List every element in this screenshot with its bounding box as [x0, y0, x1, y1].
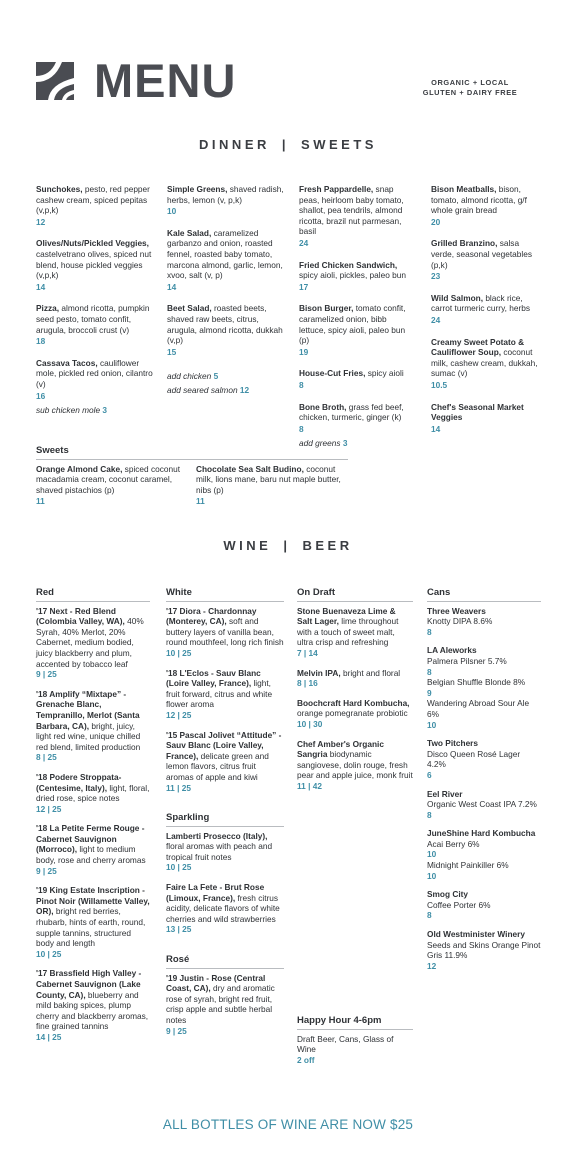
- item-price: 18: [36, 336, 46, 347]
- item-name: Bison Burger,: [299, 303, 354, 314]
- dinner-column-4: [431, 184, 543, 445]
- menu-item: [299, 303, 415, 357]
- wine-desc: blueberry and mild baking spices, plump cherry and blackberry aromas, fine grained tannins: [36, 989, 149, 1032]
- wine-item: [166, 668, 284, 721]
- cans-column: [427, 588, 541, 979]
- menu-item: [431, 184, 543, 227]
- wine-name: '18 La Petite Ferme Rouge - Cabernet Sauvignon (Morroco),: [36, 823, 145, 855]
- menu-item: [36, 303, 160, 346]
- drink-section-heading: [0, 538, 576, 553]
- tagline: [408, 78, 532, 98]
- addon-price: 3: [102, 405, 108, 416]
- can-group: [427, 929, 541, 971]
- sparkling-heading: Sparkling: [166, 813, 284, 827]
- item-name: Sunchokes,: [36, 184, 83, 194]
- beer-price: 8: [427, 626, 432, 637]
- item-price: 19: [299, 346, 309, 357]
- section-divider: |: [283, 538, 291, 553]
- menu-item: [431, 337, 543, 391]
- wine-price: 9 | 25: [36, 669, 57, 680]
- can-group: [427, 789, 541, 821]
- wine-item: [166, 973, 284, 1037]
- brewery-name: Smog City: [427, 889, 469, 900]
- item-desc: snap peas, heirloom baby tomato, shallot, pea tendrils, almond ricotta, brazil nut parmesan, basil: [299, 184, 404, 237]
- wine-price: 10 | 25: [166, 647, 192, 658]
- rose-heading: Rosé: [166, 955, 284, 969]
- draft-item: [297, 668, 413, 689]
- wine-desc: fresh citrus acidity, delicate flavors of white cherries and wild strawberries: [166, 892, 280, 924]
- item-desc: spicy aioli: [365, 368, 404, 379]
- beer-heading: BEER: [302, 538, 353, 553]
- draft-name: Chef Amber's Organic Sangria: [297, 738, 384, 760]
- wine-desc: light to medium body, rose and cherry aromas: [36, 844, 146, 866]
- beer-line: Acai Berry 6%: [427, 838, 480, 849]
- item-price: 15: [167, 346, 177, 357]
- beer-price: 8: [427, 666, 432, 677]
- addon-price: 3: [342, 438, 348, 449]
- draft-name: Stone Buenaveza Lime & Salt Lager,: [297, 605, 396, 627]
- item-name: Pizza,: [36, 303, 60, 314]
- wine-desc: light, fruit forward, citrus and white flower aroma: [166, 678, 273, 710]
- item-desc: cauliflower mole, pickled red onion, cilantro (v): [36, 357, 153, 389]
- item-name: Chocolate Sea Salt Budino,: [196, 463, 304, 474]
- wine-desc: soft and buttery layers of vanilla bean, round mouthfeel, long rich finish: [166, 616, 284, 648]
- menu-item: [299, 402, 415, 435]
- wine-name: Lamberti Prosecco (Italy),: [166, 830, 268, 841]
- wine-price: 8 | 25: [36, 752, 57, 763]
- wine-price: 10 | 25: [166, 862, 192, 873]
- red-heading: Red: [36, 588, 150, 602]
- beer-line: Wandering Abroad Sour Ale 6%: [427, 698, 530, 719]
- beer-line: Organic West Coast IPA 7.2%: [427, 799, 537, 810]
- draft-item: [297, 739, 413, 792]
- brewery-name: Two Pitchers: [427, 738, 479, 749]
- item-name: Bison Meatballs,: [431, 184, 497, 194]
- wine-price: 12 | 25: [166, 709, 192, 720]
- wine-item: [36, 606, 150, 680]
- page-title: MENU: [94, 54, 237, 107]
- wine-name: '18 Podere Stroppata- (Centesime, Italy),: [36, 771, 122, 793]
- beer-price: 8: [427, 910, 432, 921]
- item-desc: caramelized garbanzo and onion, roasted fennel, roasted baby tomato, marcona almond, garlic, lemon, xvoo, salt (v, p): [167, 227, 283, 281]
- sweet-item: [36, 464, 186, 507]
- item-desc: castelvetrano olives, spiced nut blend, house pickled veggies (v,p,k): [36, 248, 152, 281]
- menu-item: [299, 184, 415, 249]
- wine-name: '19 King Estate Inscription - Pinot Noir (Willamette Valley, OR),: [36, 885, 150, 917]
- item-name: Chef's Seasonal Market Veggies: [431, 401, 524, 423]
- addon-text: add greens: [299, 438, 341, 449]
- item-desc: black rice, carrot turmeric curry, herbs: [431, 292, 530, 314]
- wine-price: 14 | 25: [36, 1031, 62, 1042]
- dinner-heading: DINNER: [199, 137, 270, 152]
- beer-line: Coffee Porter 6%: [427, 899, 491, 910]
- addon-option: [167, 385, 285, 396]
- wine-desc: 40% Syrah, 40% Merlot, 20% Cabernet, medium bodied, juicy blackberry and plum, accented by tobacco leaf: [36, 616, 144, 669]
- happy-hour-price: 2 off: [297, 1054, 315, 1065]
- item-price: 11: [36, 496, 45, 507]
- menu-item: [299, 368, 415, 390]
- wine-name: '17 Diora - Chardonnay (Monterey, CA),: [166, 605, 257, 627]
- item-name: Bone Broth,: [299, 401, 347, 412]
- brewery-name: LA Aleworks: [427, 645, 477, 656]
- item-name: Simple Greens,: [167, 184, 228, 194]
- item-name: Creamy Sweet Potato & Cauliflower Soup,: [431, 336, 525, 358]
- item-name: Orange Almond Cake,: [36, 463, 123, 474]
- dinner-column-1: [36, 184, 160, 419]
- menu-item: [167, 228, 285, 293]
- item-price: 11: [196, 496, 205, 507]
- wine-price: 9 | 25: [166, 1025, 187, 1036]
- menu-item: [167, 184, 285, 217]
- wine-item: [166, 730, 284, 794]
- item-price: 24: [431, 314, 441, 325]
- wine-item: [166, 831, 284, 873]
- brewery-name: JuneShine Hard Kombucha: [427, 828, 536, 839]
- item-name: Beet Salad,: [167, 303, 212, 314]
- item-name: Wild Salmon,: [431, 292, 484, 303]
- wine-item: [36, 968, 150, 1042]
- wine-price: 12 | 25: [36, 803, 62, 814]
- addon-text: add chicken: [167, 371, 212, 382]
- bottle-promo-footer: ALL BOTTLES OF WINE ARE NOW $25: [162, 1117, 414, 1132]
- wine-heading: WINE: [223, 538, 272, 553]
- menu-item: [36, 358, 160, 401]
- item-price: 8: [299, 379, 304, 390]
- happy-hour-text: Draft Beer, Cans, Glass of Wine: [297, 1033, 394, 1055]
- wine-name: '17 Next - Red Blend (Colombia Valley, WA),: [36, 605, 125, 627]
- white-wine-column: [166, 588, 284, 1045]
- item-price: 10: [167, 206, 177, 217]
- cans-heading: Cans: [427, 588, 541, 602]
- happy-hour-item: [297, 1034, 413, 1066]
- item-price: 14: [431, 423, 441, 434]
- beer-line: Midnight Painkiller 6%: [427, 860, 509, 871]
- beer-line: Belgian Shuffle Blonde 8%: [427, 677, 526, 688]
- dinner-column-2: [167, 184, 285, 399]
- wine-item: [166, 606, 284, 659]
- beer-price: 12: [427, 960, 437, 971]
- menu-item: [431, 293, 543, 326]
- wine-item: [166, 882, 284, 935]
- beer-price: 9: [427, 687, 432, 698]
- item-price: 16: [36, 390, 46, 401]
- menu-item: [431, 238, 543, 281]
- item-desc: grass fed beef, chicken, turmeric, ginger (k): [299, 401, 404, 423]
- addon-price: 5: [213, 371, 219, 382]
- addon-text: sub chicken mole: [36, 405, 101, 416]
- item-price: 23: [431, 271, 441, 282]
- wine-price: 11 | 25: [166, 782, 191, 793]
- wine-name: '15 Pascal Jolivet “Attitude” - Sauv Blanc (Loire Valley, France),: [166, 729, 282, 761]
- wine-desc: light, floral, dried rose, spice notes: [36, 782, 150, 804]
- item-price: 17: [299, 281, 309, 292]
- brand-logo-icon: [36, 62, 74, 100]
- item-desc: tomato confit, caramelized onion, bibb lettuce, spicy aioli, paleo bun (p): [299, 303, 406, 346]
- draft-price: 11 | 42: [297, 780, 322, 791]
- wine-desc: delicate green and lemon flavors, citrus fruit aromas of apple and kiwi: [166, 750, 269, 782]
- wine-item: [36, 885, 150, 959]
- item-price: 20: [431, 216, 441, 227]
- wine-name: Faire La Fete - Brut Rose (Limoux, France),: [166, 882, 265, 903]
- beer-price: 10: [427, 849, 437, 860]
- wine-name: '17 Brassfield High Valley - Cabernet Sauvignon (Lake County, CA),: [36, 968, 142, 1000]
- item-price: 24: [299, 237, 309, 248]
- draft-price: 10 | 30: [297, 718, 323, 729]
- wine-item: [36, 772, 150, 814]
- item-price: 14: [167, 281, 177, 292]
- item-name: Grilled Branzino,: [431, 238, 498, 249]
- item-desc: shaved radish, herbs, lemon (v, p,k): [167, 184, 284, 205]
- draft-item: [297, 606, 413, 659]
- item-desc: spicy aioli, pickles, paleo bun: [299, 270, 406, 281]
- sweets-heading: SWEETS: [301, 137, 377, 152]
- beer-price: 10: [427, 870, 437, 881]
- menu-item: [299, 260, 415, 293]
- item-name: Fresh Pappardelle,: [299, 184, 374, 194]
- draft-price: 8 | 16: [297, 678, 318, 689]
- addon-option: [36, 405, 160, 416]
- item-name: Kale Salad,: [167, 227, 212, 238]
- wine-desc: dry and aromatic rose of syrah, bright red fruit, crisp apple and subtle herbal notes: [166, 983, 275, 1025]
- sweets-subheading: Sweets: [36, 446, 348, 460]
- can-group: [427, 738, 541, 780]
- tagline-line-1: ORGANIC + LOCAL: [431, 78, 509, 87]
- draft-desc: orange pomegranate probiotic: [297, 708, 408, 719]
- addon-option: [167, 371, 285, 382]
- menu-item: [167, 303, 285, 357]
- item-name: Fried Chicken Sandwich,: [299, 259, 398, 270]
- brewery-name: Three Weavers: [427, 605, 486, 616]
- wine-item: [36, 823, 150, 876]
- wine-desc: bright, juicy, light red wine, unique chilled red blend, limited production: [36, 720, 141, 752]
- can-group: [427, 606, 541, 638]
- beer-line: Seeds and Skins Orange Pinot Gris 11.9%: [427, 939, 541, 961]
- white-heading: White: [166, 588, 284, 602]
- wine-price: 9 | 25: [36, 865, 57, 876]
- menu-item: [36, 238, 160, 292]
- draft-item: [297, 698, 413, 730]
- wine-name: '18 L'Eclos - Sauv Blanc (Loire Valley, France),: [166, 667, 261, 689]
- draft-desc: bright and floral: [340, 667, 401, 678]
- item-name: House-Cut Fries,: [299, 368, 366, 379]
- wine-item: [36, 689, 150, 763]
- on-draft-column: [297, 588, 413, 801]
- wine-name: '19 Justin - Rose (Central Coast, CA),: [166, 972, 266, 994]
- draft-name: Melvin IPA,: [297, 667, 341, 678]
- beer-price: 8: [427, 809, 432, 820]
- wine-price: 10 | 25: [36, 948, 62, 959]
- draft-name: Boochcraft Hard Kombucha,: [297, 697, 410, 708]
- draft-price: 7 | 14: [297, 647, 318, 658]
- item-desc: pesto, red pepper cashew cream, spiced pepitas (v,p,k): [36, 184, 150, 216]
- tagline-line-2: GLUTEN + DAIRY FREE: [422, 88, 518, 97]
- item-desc: spiced coconut macadamia cream, coconut caramel, shaved pistachios (p): [36, 463, 181, 495]
- wine-desc: floral aromas with peach and tropical fruit notes: [166, 841, 273, 862]
- beer-price: 6: [427, 769, 432, 780]
- wine-name: '18 Amplify “Mixtape” - Grenache Blanc, Tempranillo, Merlot (Santa Barbara, CA),: [36, 688, 140, 731]
- item-desc: coconut milk, cashew cream, dukkah, sumac (v): [431, 347, 538, 379]
- wine-price: 13 | 25: [166, 924, 192, 935]
- item-name: Cassava Tacos,: [36, 357, 98, 368]
- brewery-name: Eel River: [427, 788, 463, 799]
- menu-item: [36, 184, 160, 227]
- food-section-heading: [0, 137, 576, 152]
- sweet-item: [196, 464, 344, 507]
- addon-text: add seared salmon: [167, 384, 238, 395]
- can-group: [427, 889, 541, 921]
- wine-desc: bright red berries, rhubarb, hints of earth, round, supple tannins, structured body and length: [36, 906, 146, 949]
- sweets-section: [36, 446, 544, 518]
- happy-hour-heading: Happy Hour 4-6pm: [297, 1016, 413, 1030]
- happy-hour-section: [297, 1016, 413, 1074]
- brewery-name: Old Westminister Winery: [427, 929, 525, 940]
- item-name: Olives/Nuts/Pickled Veggies,: [36, 238, 149, 249]
- item-price: 14: [36, 281, 46, 292]
- draft-desc: lime throughout with a touch of sweet malt, ultra crisp and refreshing: [297, 616, 399, 648]
- item-desc: bison, tomato, almond ricotta, g/f whole grain bread: [431, 184, 527, 216]
- item-desc: salsa verde, seasonal vegetables (p,k): [431, 238, 533, 270]
- addon-price: 12: [239, 384, 250, 395]
- beer-line: Palmera Pilsner 5.7%: [427, 655, 507, 666]
- item-desc: coconut milk, lions mane, baru nut maple butter, nibs (p): [196, 463, 341, 495]
- beer-line: Knotty DIPA 8.6%: [427, 616, 493, 627]
- section-divider: |: [281, 137, 290, 152]
- item-price: 10.5: [431, 379, 448, 390]
- item-price: 8: [299, 423, 304, 434]
- beer-line: Disco Queen Rosé Lager 4.2%: [427, 748, 521, 770]
- red-wine-column: [36, 588, 150, 1052]
- on-draft-heading: On Draft: [297, 588, 413, 602]
- item-desc: roasted beets, shaved raw beets, citrus, arugula, almond ricotta, dukkah (v,p): [167, 303, 283, 346]
- dinner-column-3: [299, 184, 415, 452]
- menu-item: [431, 402, 543, 435]
- item-desc: almond ricotta, pumpkin seed pesto, tomato confit, arugula, broccoli crust (v): [36, 303, 150, 335]
- item-price: 12: [36, 216, 46, 227]
- draft-desc: biodynamic sangiovese, dolin rouge, fresh pear and apple juice, monk fruit: [297, 749, 413, 781]
- can-group: [427, 828, 541, 881]
- beer-price: 10: [427, 719, 437, 730]
- can-group: [427, 645, 541, 730]
